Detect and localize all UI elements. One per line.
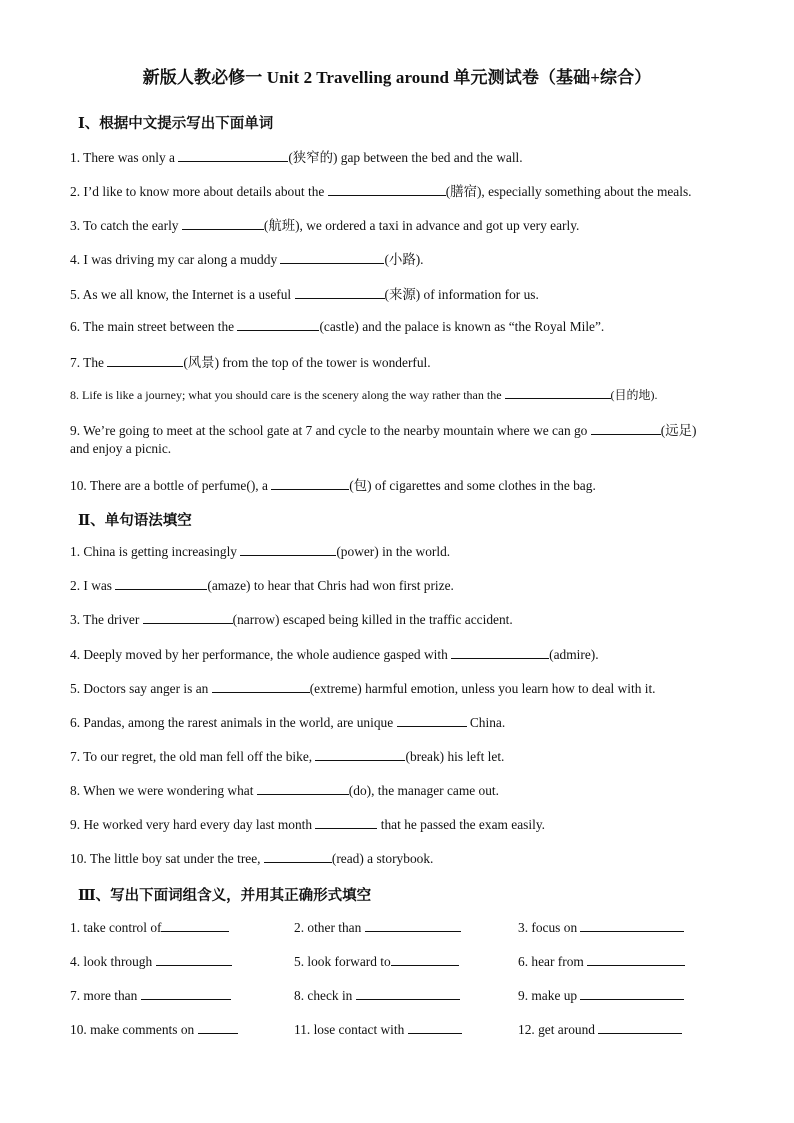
answer-blank[interactable] bbox=[237, 318, 319, 331]
s1-question-8 bbox=[70, 386, 730, 403]
answer-blank[interactable] bbox=[143, 611, 233, 624]
s2-question-3 bbox=[70, 611, 730, 628]
question-hint: China. bbox=[466, 715, 506, 730]
answer-blank[interactable] bbox=[182, 217, 264, 230]
answer-blank[interactable] bbox=[295, 286, 385, 299]
s2-question-10 bbox=[70, 850, 730, 867]
s2-question-5 bbox=[70, 680, 730, 697]
phrase-item: 7. more than bbox=[70, 987, 231, 1004]
answer-blank[interactable] bbox=[365, 919, 461, 932]
question-text: 3. The driver bbox=[70, 612, 143, 627]
phrase-item: 2. other than bbox=[294, 919, 461, 936]
question-hint: (read) a storybook. bbox=[331, 851, 434, 866]
question-text: 1. There was only a bbox=[70, 150, 179, 165]
answer-blank[interactable] bbox=[264, 850, 332, 863]
phrase-item: 11. lose contact with bbox=[294, 1021, 462, 1038]
question-hint: that he passed the exam easily. bbox=[377, 817, 545, 832]
answer-blank[interactable] bbox=[451, 646, 549, 659]
answer-blank[interactable] bbox=[315, 748, 405, 761]
answer-blank[interactable] bbox=[156, 953, 232, 966]
section-1-heading: Ⅰ、根据中文提示写出下面单词 bbox=[78, 116, 274, 132]
question-hint: (来源) of information for us. bbox=[384, 287, 539, 302]
answer-blank[interactable] bbox=[391, 953, 459, 966]
answer-blank[interactable] bbox=[257, 782, 349, 795]
answer-blank[interactable] bbox=[212, 680, 310, 693]
question-hint: (extreme) harmful emotion, unless you learn how to deal with it. bbox=[309, 681, 656, 696]
question-text: 9. He worked very hard every day last month bbox=[70, 817, 316, 832]
phrase-item: 9. make up bbox=[518, 987, 684, 1004]
answer-blank[interactable] bbox=[280, 251, 384, 264]
answer-blank[interactable] bbox=[356, 987, 460, 1000]
question-hint: (膳宿), especially something about the meals. bbox=[445, 184, 692, 199]
question-hint: (amaze) to hear that Chris had won first prize. bbox=[207, 578, 454, 593]
s2-question-1 bbox=[70, 543, 730, 560]
phrase-item: 4. look through bbox=[70, 953, 232, 970]
answer-blank[interactable] bbox=[328, 183, 446, 196]
answer-blank[interactable] bbox=[315, 816, 377, 829]
question-text: 6. Pandas, among the rarest animals in the world, are unique bbox=[70, 715, 397, 730]
s1-question-4 bbox=[70, 249, 730, 268]
question-text: 3. To catch the early bbox=[70, 218, 182, 233]
question-hint: (目的地). bbox=[610, 388, 658, 402]
s2-question-6 bbox=[70, 714, 730, 731]
phrase-item: 3. focus on bbox=[518, 919, 684, 936]
answer-blank[interactable] bbox=[580, 919, 684, 932]
s1-question-5 bbox=[70, 284, 730, 303]
question-text: 1. China is getting increasingly bbox=[70, 544, 241, 559]
s1-question-9-continued: and enjoy a picnic. bbox=[70, 441, 172, 456]
phrase-item: 1. take control of bbox=[70, 919, 229, 936]
answer-blank[interactable] bbox=[178, 149, 288, 162]
phrase-item: 12. get around bbox=[518, 1021, 682, 1038]
question-hint: (break) his left let. bbox=[405, 749, 505, 764]
s2-question-8 bbox=[70, 782, 730, 799]
answer-blank[interactable] bbox=[161, 919, 229, 932]
question-hint: (narrow) escaped being killed in the traffic accident. bbox=[232, 612, 513, 627]
question-text: 5. As we all know, the Internet is a useful bbox=[70, 287, 295, 302]
s1-question-3 bbox=[70, 215, 730, 234]
answer-blank[interactable] bbox=[505, 386, 611, 399]
question-text: 6. The main street between the bbox=[70, 319, 238, 334]
answer-blank[interactable] bbox=[598, 1021, 682, 1034]
phrase-item: 8. check in bbox=[294, 987, 460, 1004]
phrase-item: 5. look forward to bbox=[294, 953, 459, 970]
s1-question-2 bbox=[70, 181, 730, 200]
question-hint: (admire). bbox=[549, 647, 599, 662]
answer-blank[interactable] bbox=[240, 543, 336, 556]
question-text: 8. When we were wondering what bbox=[70, 783, 257, 798]
question-text: 9. We’re going to meet at the school gate at 7 and cycle to the nearby mountain where we can go bbox=[70, 423, 591, 438]
answer-blank[interactable] bbox=[591, 422, 661, 435]
question-hint: (do), the manager came out. bbox=[348, 783, 500, 798]
s2-question-7 bbox=[70, 748, 730, 765]
question-text: 10. There are a bottle of perfume(), a bbox=[70, 478, 272, 493]
question-text: 4. Deeply moved by her performance, the whole audience gasped with bbox=[70, 647, 452, 662]
answer-blank[interactable] bbox=[115, 577, 207, 590]
question-text: 7. The bbox=[70, 355, 108, 370]
question-hint: (小路). bbox=[384, 252, 424, 267]
question-text: 4. I was driving my car along a muddy bbox=[70, 252, 281, 267]
s1-question-10 bbox=[70, 475, 730, 494]
answer-blank[interactable] bbox=[141, 987, 231, 1000]
answer-blank[interactable] bbox=[107, 354, 183, 367]
question-hint: (castle) and the palace is known as “the Royal Mile”. bbox=[319, 319, 605, 334]
question-text: 2. I’d like to know more about details about the bbox=[70, 184, 328, 199]
question-text: 8. Life is like a journey; what you should care is the scenery along the way rather than the bbox=[70, 388, 505, 402]
s2-question-2 bbox=[70, 577, 730, 594]
answer-blank[interactable] bbox=[587, 953, 685, 966]
question-hint: (狭窄的) gap between the bed and the wall. bbox=[288, 150, 523, 165]
s2-question-9 bbox=[70, 816, 730, 833]
question-text: 5. Doctors say anger is an bbox=[70, 681, 212, 696]
answer-blank[interactable] bbox=[408, 1021, 462, 1034]
answer-blank[interactable] bbox=[397, 714, 467, 727]
answer-blank[interactable] bbox=[271, 477, 349, 490]
question-hint: (power) in the world. bbox=[336, 544, 451, 559]
section-2-heading: Ⅱ、单句语法填空 bbox=[78, 513, 192, 529]
question-hint: (远足) bbox=[660, 423, 697, 438]
s1-question-6 bbox=[70, 318, 730, 335]
question-text: 10. The little boy sat under the tree, bbox=[70, 851, 264, 866]
question-hint: (航班), we ordered a taxi in advance and got up very early. bbox=[263, 218, 580, 233]
s1-question-7 bbox=[70, 352, 730, 371]
question-hint: (风景) from the top of the tower is wonderful. bbox=[183, 355, 431, 370]
s2-question-4 bbox=[70, 646, 730, 663]
phrase-item: 10. make comments on bbox=[70, 1021, 238, 1038]
answer-blank[interactable] bbox=[580, 987, 684, 1000]
question-hint: (包) of cigarettes and some clothes in the bag. bbox=[349, 478, 596, 493]
s1-question-9 bbox=[70, 420, 730, 439]
phrase-item: 6. hear from bbox=[518, 953, 685, 970]
section-3-heading: Ⅲ、写出下面词组含义，并用其正确形式填空 bbox=[78, 888, 372, 904]
question-text: 7. To our regret, the old man fell off the bike, bbox=[70, 749, 316, 764]
s1-question-1 bbox=[70, 147, 730, 166]
page-title: 新版人教必修一 Unit 2 Travelling around 单元测试卷（基础+综合） bbox=[142, 68, 652, 87]
question-text: 2. I was bbox=[70, 578, 116, 593]
answer-blank[interactable] bbox=[198, 1021, 238, 1034]
